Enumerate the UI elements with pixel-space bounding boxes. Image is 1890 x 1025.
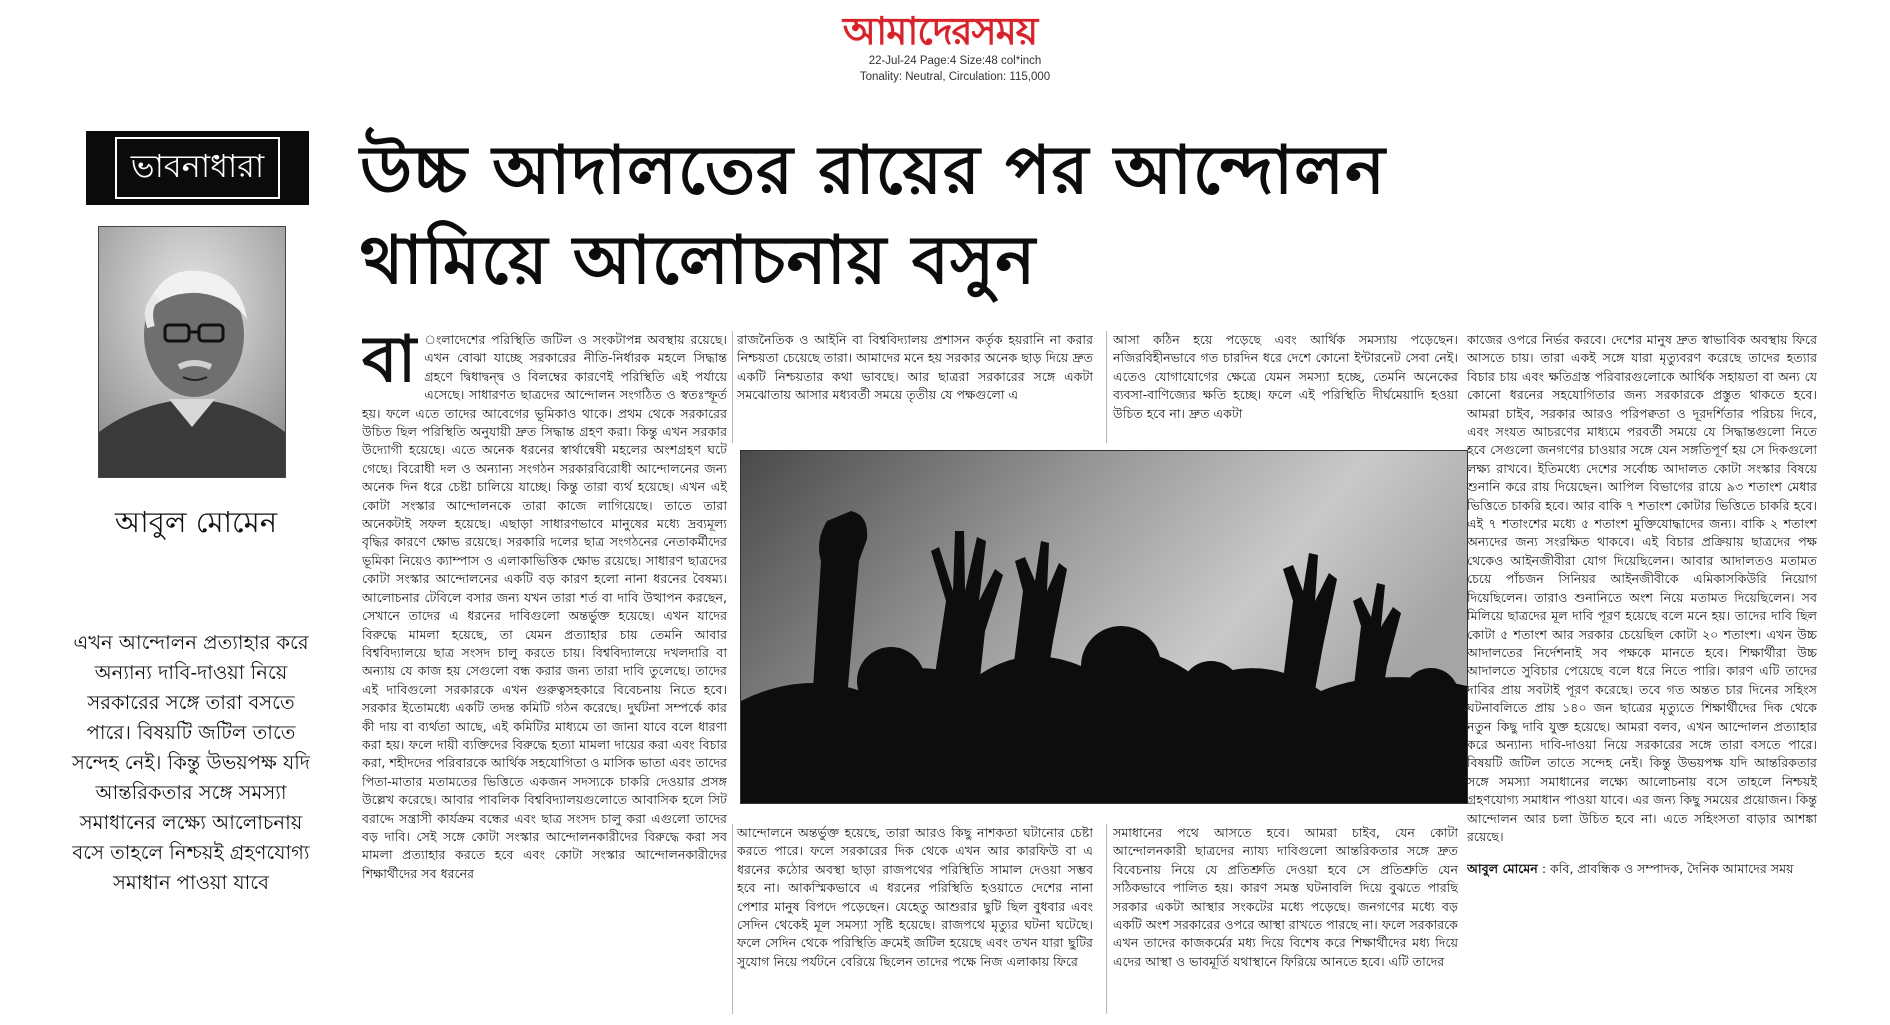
clipping-meta-circulation: Tonality: Neutral, Circulation: 115,000 [859, 71, 1051, 83]
author-byline: আবুল মোমেন [114, 505, 278, 539]
author-note-name: আবুল মোমেন [1467, 861, 1538, 877]
article-column-1-text: ংলাদেশের পরিস্থিতি জটিল ও সংকটাপন্ন অবস্থায় রয়েছে। এখন বোঝা যাচ্ছে সরকারের নীতি-নির্ধারক মহলে সিদ্ধান্ত গ্রহণে দ্বিধাদ্বন্দ্ব ও বিলম্বের কারণেই পরিস্থিতি এই পর্যায়ে এসেছে। সাধারণত ছাত্রদের আন্দোলন সংগঠিত ও স্বতঃস্ফূর্ত হয়। ফলে এতে তাদের আবেগের ভূমিকাও থাকে। প্রথম থেকে সরকারের উচিত ছিল পরিস্থিতি অনুযায়ী দ্রুত সিদ্ধান্ত গ্রহণ করা। কিন্তু এখন সরকার উদ্যোগী হয়েছে। এতে অনেক ধরনের স্বার্থান্বেষী মহলের অংশগ্রহণ ঘটে গেছে। বিরোধী দল ও অন্যান্য সংগঠন সরকারবিরোধী আন্দোলনের জন্য অনেক দিন ধরে চেষ্টা চালিয়ে যাচ্ছে। কিন্তু তারা ব্যর্থ হয়েছে। এখন এই কোটা সংস্কার আন্দোলনকে তারা কাজে লাগিয়েছে। তাতে তারা অনেকটাই সফল হয়েছে। এছাড়া সাধারণভাবে মানুষের মধ্যে দ্রব্যমূল্য বৃদ্ধির কারণে ক্ষোভ রয়েছে। সরকারি দলের ছাত্র সংগঠনের নেতাকর্মীদের ভূমিকা নিয়েও ক্যাম্পাস ও এলাকাভিত্তিক ক্ষোভ রয়েছে। সাধারণ ছাত্রদের কোটা সংস্কার আন্দোলনের একটি বড় কারণ হলো নানা ধরনের বৈষম্য। আলোচনার টেবিলে বসার জন্য যখন তারা শর্ত বা দাবি উত্থাপন করছেন, সেখানে তাদের এ ধরনের দাবিগুলো অন্তর্ভুক্ত হয়েছে। এখন যাদের বিরুদ্ধে মামলা হয়েছে, তা যেমন প্রত্যাহার চায় তেমনি আবার বিশ্ববিদ্যালয়ে ছাত্র সংসদ চালু করতে চায়। বিশ্ববিদ্যালয়ে দখলদারি বা অন্যায় যে কাজ হয় সেগুলো বন্ধ করার জন্য তারা দাবি তুলেছে। তাদের এই দাবিগুলো সরকারকে এখন গুরুত্বসহকারে বিবেচনায় নিতে হবে। সরকার ইতোমধ্যে একটি তদন্ত কমিটি গঠন করেছে। দুর্ঘটনা সম্পর্কে কার কী দায় বা ব্যর্থতা আছে, এই কমিটির মাধ্যমে তা জানা যাবে বলে ধারণা করা হয়। ফলে দায়ী ব্যক্তিদের বিরুদ্ধে হত্যা মামলা দায়ের করা এবং বিচার করা, শহীদদের পরিবারকে আর্থিক সহযোগিতা ও মাসিক ভাতা এবং তাদের পিতা-মাতার মতামতের ভিত্তিতে একজন সদস্যকে চাকরি দেওয়ার প্রসঙ্গ উল্লেখ করেছে। আবার পাবলিক বিশ্ববিদ্যালয়গুলোতে আবাসিক হলে সিট বরাদ্দে সন্ত্রাসী কার্যক্রম বন্ধের এবং ছাত্র সংসদ চালু করা এগুলো তাদের বড় দাবি। সেই সঙ্গে কোটা সংস্কার আন্দোলনকারীদের বিরুদ্ধে করা সব মামলা প্রত্যাহার করতে হবে এবং কোটা সংস্কার আন্দোলনকারীদের শিক্ষার্থীদের সব ধরনের [362, 332, 727, 881]
article-column-3-top: আসা কঠিন হয়ে পড়েছে এবং আর্থিক সমস্যায় পড়েছেন। নজিরবিহীনভাবে গত চারদিন ধরে দেশে কোনো ইন্টারনেট সেবা নেই। এতেও যোগাযোগের ক্ষেত্রে যেমন সমস্যা হচ্ছে, তেমনি অনেকের ব্যবসা-বাণিজ্যের ক্ষতি হচ্ছে। ফলে এই পরিস্থিতি দীর্ঘমেয়াদি হওয়া উচিত হবে না। দ্রুত একটা [1113, 332, 1458, 421]
column-divider [1106, 331, 1107, 443]
pull-quote: এখন আন্দোলন প্রত্যাহার করে অন্যান্য দাবি-দাওয়া নিয়ে সরকারের সঙ্গে তারা বসতে পারে। বিষয়টি জটিল তাতে সন্দেহ নেই। কিন্তু উভয়পক্ষ যদি আন্তরিকতার সঙ্গে সমস্যা সমাধানের লক্ষ্যে আলোচনায় বসে তাহলে নিশ্চয়ই গ্রহণযোগ্য সমাধান পাওয়া যাবে [71, 631, 311, 894]
author-note [1467, 860, 1817, 878]
newspaper-logo: আমাদেরসময় [842, 8, 1038, 53]
author-portrait [98, 226, 286, 478]
column-divider [1106, 824, 1107, 1014]
headline-line-1: উচ্চ আদালতের রায়ের পর আন্দোলন [360, 130, 1387, 209]
protest-silhouette-icon [741, 451, 1467, 803]
clipping-meta-date: 22-Jul-24 Page:4 Size:48 col*inch [868, 55, 1042, 67]
column-divider [732, 824, 733, 1014]
article-column-4 [1467, 331, 1817, 1011]
portrait-photo-icon [99, 227, 285, 477]
headline [360, 125, 1500, 305]
article-column-1 [362, 331, 727, 1011]
protest-photo [740, 450, 1468, 804]
drop-cap: বা [362, 331, 417, 397]
article-column-3-bottom: সমাধানের পথে আসতে হবে। আমরা চাইব, যেন কোটা আন্দোলনকারী ছাত্রদের ন্যায্য দাবিগুলো আন্তরিকতার সঙ্গে দ্রুত বিবেচনায় নিয়ে যে প্রতিশ্রুতি দেওয়া হবে সে প্রতিশ্রুতি যেন সঠিকভাবে পালিত হয়। কারণ সমস্ত ঘটনাবলি দিয়ে বুঝতে পারছি সরকার একটা আস্থার সংকটের মধ্যে পড়েছে। জনগণের মধ্যে বড় একটি অংশ সরকারের ওপরে আস্থা রাখতে পারছে না। ফলে সরকারকে এখন তাদের কাজকর্মের মধ্য দিয়ে বিশেষ করে শিক্ষার্থীদের মধ্য দিয়ে এদের আস্থা ও ভাবমূর্তি যথাস্থানে ফিরিয়ে আনতে হবে। এটি তাদের [1113, 825, 1458, 969]
headline-line-2: থামিয়ে আলোচনায় বসুন [360, 220, 1037, 299]
author-note-text: : কবি, প্রাবন্ধিক ও সম্পাদক, দৈনিক আমাদের সময় [1541, 861, 1794, 877]
section-tag [86, 131, 309, 205]
article-column-4-text: কাজের ওপরে নির্ভর করবে। দেশের মানুষ দ্রুত স্বাভাবিক অবস্থায় ফিরে আসতে চায়। তারা একই সঙ্গে যারা মৃত্যুবরণ করেছে তাদের হত্যার বিচার চায় এবং ক্ষতিগ্রস্ত পরিবারগুলোকে আর্থিক সহায়তা বা অন্য যে কোনো ধরনের সহযোগিতার জন্য সরকারকে প্রস্তুত থাকতে হবে। আমরা চাইব, সরকার আরও পরিপক্বতা ও দূরদর্শিতার পরিচয় দিবে, এবং সংযত আচরণের মাধ্যমে পরবর্তী সময়ে যে সিদ্ধান্তগুলো নিতে হবে সেগুলো জনগণের চাওয়ার সঙ্গে যেন সঙ্গতিপূর্ণ হয় সে দিকগুলো লক্ষ্য রাখবে। ইতিমধ্যে দেশের সর্বোচ্চ আদালত কোটা সংস্কার বিষয়ে শুনানি করে রায় দিয়েছেন। আপিল বিভাগের রায়ে ৯৩ শতাংশ মেধার ভিত্তিতে চাকরি হবে। আর বাকি ৭ শতাংশ কোটার ভিত্তিতে চাকরি হবে। এই ৭ শতাংশের মধ্যে ৫ শতাংশ মুক্তিযোদ্ধাদের জন্য। বাকি ২ শতাংশ অন্যদের জন্য সংরক্ষিত থাকবে। এই বিচার প্রক্রিয়ায় ছাত্রদের পক্ষ থেকেও আইনজীবীরা যোগ দিয়েছিলেন। আবার আদালতও মতামত চেয়ে পাঁচজন সিনিয়র আইনজীবীকে এমিকাসকিউরি নিয়োগ দিয়েছিলেন। তারাও শুনানিতে অংশ নিয়ে মতামত দিয়েছিলেন। সব মিলিয়ে ছাত্রদের মূল দাবি পূরণ হয়েছে বলে মনে হয়। তাদের দাবি ছিল কোটা ৫ শতাংশ আর সরকার চেয়েছিল কোটা ২০ শতাংশ। এখন উচ্চ আদালতের নির্দেশনাই সব পক্ষকে মানতে হবে। শিক্ষার্থীরা উচ্চ আদালতে সুবিচার পেয়েছে বলে ধরে নিতে পারি। কারণ এটি তাদের দাবির প্রায় সবটাই পূরণ করেছে। তবে গত অন্তত চার দিনের সহিংস ঘটনাবলিতে প্রায় ১৪০ জন ছাত্রের মৃত্যুতে শিক্ষার্থীদের দিক থেকে নতুন কিছু দাবি যুক্ত হয়েছে। আমরা বলব, এখন আন্দোলন প্রত্যাহার করে অন্যান্য দাবি-দাওয়া নিয়ে সরকারের সঙ্গে তারা বসতে পারে। বিষয়টি জটিল তাতে সন্দেহ নেই। কিন্তু উভয়পক্ষ যদি আন্তরিকতার সঙ্গে সমস্যা সমাধানের লক্ষ্যে আলোচনায় বসে তাহলে নিশ্চয়ই গ্রহণযোগ্য সমাধান পাওয়া যাবে। এর জন্য কিছু সময়ের প্রয়োজন। কিন্তু আন্দোলন আর চলা উচিত হবে না। এতে সহিংসতা বাড়ার আশঙ্কা রয়েছে। [1467, 332, 1817, 844]
article-column-2-top: রাজনৈতিক ও আইনি বা বিশ্ববিদ্যালয় প্রশাসন কর্তৃক হয়রানি না করার নিশ্চয়তা চেয়েছে তারা। আমাদের মনে হয় সরকার অনেক ছাড় দিয়ে দ্রুত একটি নিশ্চয়তার কথা ভাবছে। আর ছাত্ররা সরকারের সঙ্গে একটা সমঝোতায় আসার মধ্যবর্তী সময়ে তৃতীয় যে পক্ষগুলো এ [737, 332, 1093, 403]
article-column-2-bottom: আন্দোলনে অন্তর্ভুক্ত হয়েছে, তারা আরও কিছু নাশকতা ঘটানোর চেষ্টা করতে পারে। ফলে সরকারের দিক থেকে এখন আর কারফিউ বা এ ধরনের কঠোর অবস্থা ছাড়া রাজপথের পরিস্থিতি সামাল দেওয়া সম্ভব হবে না। আকস্মিকভাবে এ ধরনের পরিস্থিতি হওয়াতে দেশের নানা পেশার মানুষ বিপদে পড়েছেন। যেহেতু আশুরার ছুটি ছিল বুধবার এবং সেদিন থেকেই মূল সমস্যা সৃষ্টি হয়েছে। রাজপথে মৃত্যুর ঘটনা ঘটেছে। ফলে সেদিন থেকে পরিস্থিতি ক্রমেই জটিল হয়েছে এবং তখন যারা ছুটির সুযোগ নিয়ে পর্যটনে বেরিয়ে ছিলেন তাদের পক্ষে নিজ এলাকায় ফিরে [737, 825, 1093, 969]
column-divider [732, 331, 733, 443]
section-tag-label: ভাবনাধারা [115, 137, 280, 199]
